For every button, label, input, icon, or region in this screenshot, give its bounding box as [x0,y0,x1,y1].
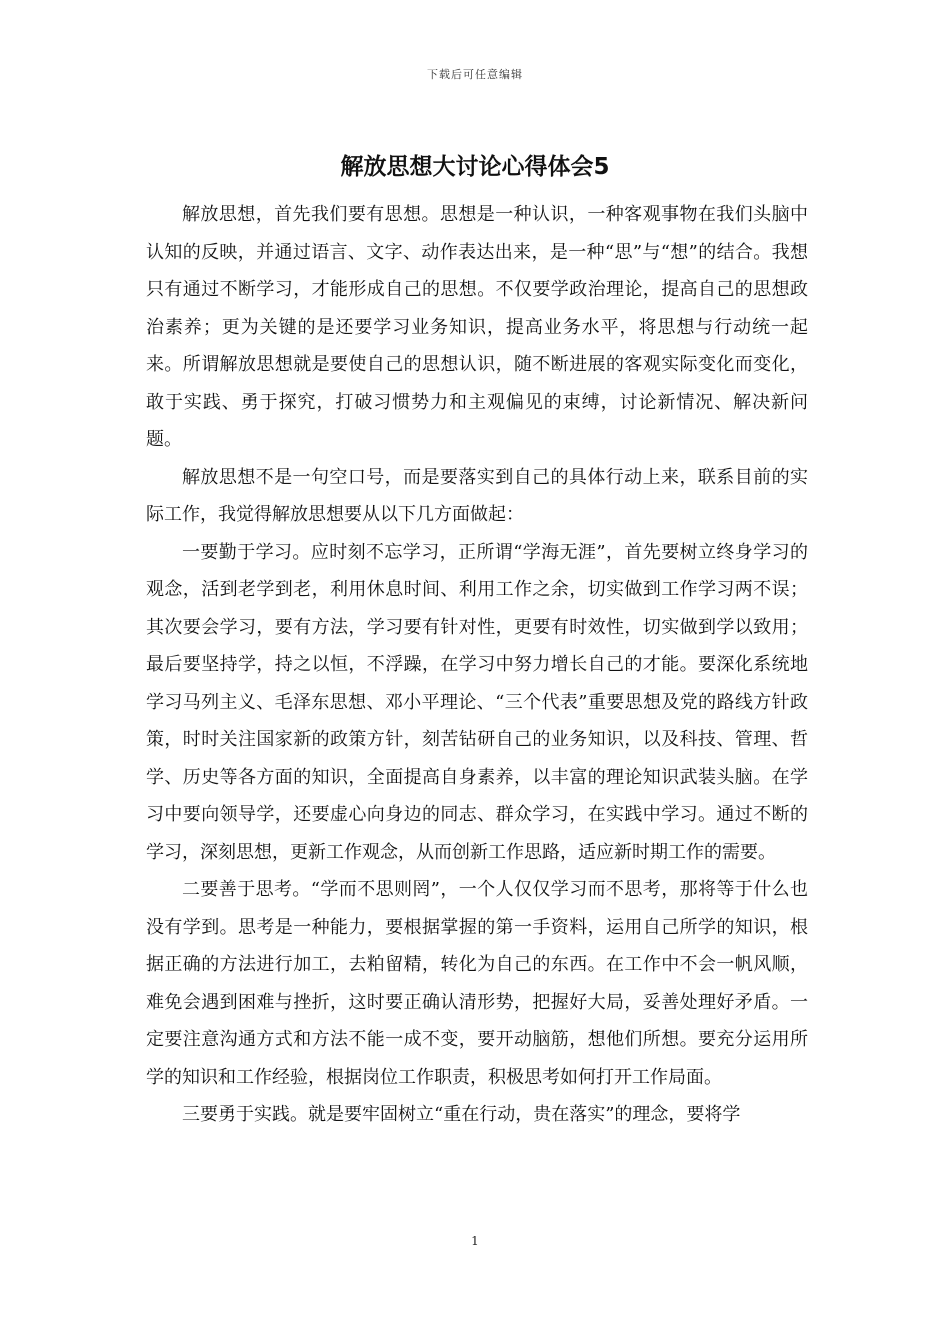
paragraph-3: 一要勤于学习。应时刻不忘学习，正所谓“学海无涯”，首先要树立终身学习的观念，活到老学到老，利用休息时间、利用工作之余，切实做到工作学习两不误；其次要会学习，要有方法，学习要有针对性，更要有时效性，切实做到学以致用；最后要坚持学，持之以恒，不浮躁，在学习中努力增长自己的才能。要深化系统地学习马列主义、毛泽东思想、邓小平理论、“三个代表”重要思想及党的路线方针政策，时时关注国家新的政策方针，刻苦钻研自己的业务知识，以及科技、管理、哲学、历史等各方面的知识，全面提高自身素养，以丰富的理论知识武装头脑。在学习中要向领导学，还要虚心向身边的同志、群众学习，在实践中学习。通过不断的学习，深刻思想，更新工作观念，从而创新工作思路，适应新时期工作的需要。 [146,541,808,863]
paragraph-5: 三要勇于实践。就是要牢固树立“重在行动，贵在落实”的理念，要将学 [182,1104,741,1125]
document-body [146,196,808,1206]
document-title: 解放思想大讨论心得体会5 [340,154,610,180]
paragraph-1: 解放思想，首先我们要有思想。思想是一种认识，一种客观事物在我们头脑中认知的反映，并通过语言、文字、动作表达出来，是一种“思”与“想”的结合。我想只有通过不断学习，才能形成自己的思想。不仅要学政治理论，提高自己的思想政治素养；更为关键的是还要学习业务知识，提高业务水平，将思想与行动统一起来。所谓解放思想就是要使自己的思想认识，随不断进展的客观实际变化而变化，敢于实践、勇于探究，打破习惯势力和主观偏见的束缚，讨论新情况、解决新问题。 [146,204,808,450]
page-number: 1 [471,1234,479,1248]
paragraph-2: 解放思想不是一句空口号，而是要落实到自己的具体行动上来，联系目前的实际工作，我觉得解放思想要从以下几方面做起： [146,466,808,525]
page-header: 下载后可任意编辑 [427,68,523,81]
paragraph-4: 二要善于思考。“学而不思则罔”，一个人仅仅学习而不思考，那将等于什么也没有学到。思考是一种能力，要根据掌握的第一手资料，运用自己所学的知识，根据正确的方法进行加工，去粕留精，转化为自己的东西。在工作中不会一帆风顺，难免会遇到困难与挫折，这时要正确认清形势，把握好大局，妥善处理好矛盾。一定要注意沟通方式和方法不能一成不变，要开动脑筋，想他们所想。要充分运用所学的知识和工作经验，根据岗位工作职责，积极思考如何打开工作局面。 [146,879,808,1088]
